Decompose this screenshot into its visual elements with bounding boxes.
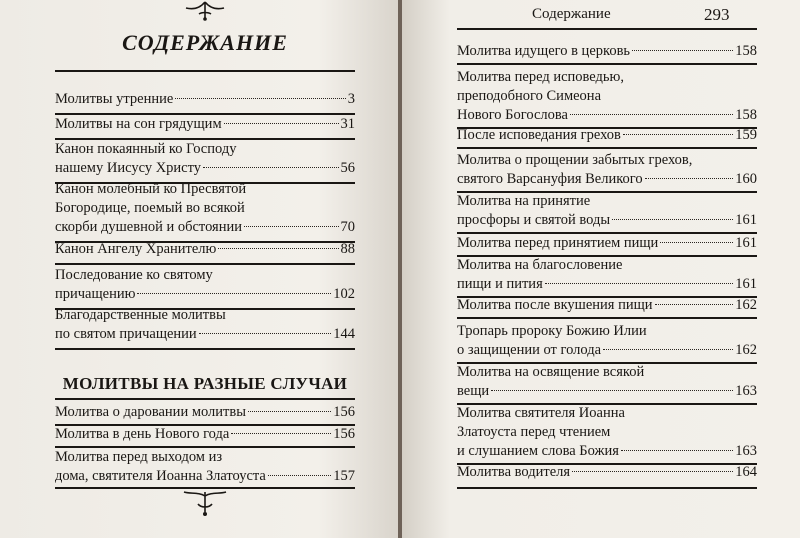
toc-entry bbox=[55, 180, 355, 237]
entry-page-number: 144 bbox=[333, 326, 355, 342]
dot-leader bbox=[621, 450, 733, 451]
entry-title-line: Молитва перед исповедью, bbox=[457, 69, 624, 85]
entry-page-number: 162 bbox=[735, 297, 757, 313]
entry-title-line: вещи bbox=[457, 383, 490, 399]
entry-title-line: просфоры и святой воды bbox=[457, 212, 611, 228]
entry-title-line: Молитва святителя Иоанна bbox=[457, 405, 625, 421]
entry-page-number: 161 bbox=[735, 276, 757, 292]
entry-title-line: После исповедания грехов bbox=[457, 127, 621, 143]
dot-leader bbox=[203, 167, 338, 168]
entry-title-line: пищи и пития bbox=[457, 276, 543, 292]
dot-leader bbox=[231, 433, 331, 434]
entry-page-number: 156 bbox=[333, 426, 355, 442]
entry-title-line: дома, святителя Иоанна Златоуста bbox=[55, 468, 266, 484]
entry-title-line: преподобного Симеона bbox=[457, 88, 602, 104]
entry-title-line: и слушанием слова Божия bbox=[457, 443, 619, 459]
entry-page-number: 161 bbox=[735, 235, 757, 251]
dot-leader bbox=[248, 411, 331, 412]
entry-title-line: Молитва на принятие bbox=[457, 193, 591, 209]
entry-title-line: Молитва в день Нового года bbox=[55, 426, 230, 442]
toc-entry bbox=[457, 363, 757, 401]
entry-page-number: 31 bbox=[340, 116, 355, 132]
dot-leader bbox=[491, 390, 733, 391]
running-title: Содержание bbox=[532, 6, 611, 22]
right-toc bbox=[402, 0, 800, 538]
entry-title-line: причащению bbox=[55, 286, 136, 302]
entry-title-line: Канон Ангелу Хранителю bbox=[55, 241, 217, 257]
entry-page-number: 164 bbox=[735, 464, 757, 480]
entry-separator bbox=[457, 147, 757, 149]
entry-title-line: Молитва о прощении забытых грехов, bbox=[457, 152, 693, 168]
entry-page-number: 102 bbox=[333, 286, 355, 302]
entry-title-line: Молитва водителя bbox=[457, 464, 571, 480]
entry-page-number: 56 bbox=[340, 160, 355, 176]
toc-entry bbox=[55, 425, 355, 444]
dot-leader bbox=[603, 349, 733, 350]
entry-page-number: 88 bbox=[340, 241, 355, 257]
entry-page-number: 3 bbox=[347, 91, 355, 107]
dot-leader bbox=[660, 242, 733, 243]
toc-entry bbox=[55, 448, 355, 486]
entry-title-line: Молитва перед выходом из bbox=[55, 449, 223, 465]
toc-entry bbox=[457, 234, 757, 253]
entry-page-number: 163 bbox=[735, 443, 757, 459]
toc-entry bbox=[457, 126, 757, 145]
entry-title-line: Последование ко святому bbox=[55, 267, 213, 283]
toc-entry bbox=[457, 296, 757, 315]
dot-leader bbox=[570, 114, 733, 115]
entry-page-number: 161 bbox=[735, 212, 757, 228]
dot-leader bbox=[645, 178, 734, 179]
entry-title-line: Благодарственные молитвы bbox=[55, 307, 226, 323]
entry-title-line: Тропарь пророку Божию Илии bbox=[457, 323, 647, 339]
entry-page-number: 158 bbox=[735, 107, 757, 123]
entry-page-number: 160 bbox=[735, 171, 757, 187]
entry-title-line: Молитва перед принятием пищи bbox=[457, 235, 659, 251]
toc-entry bbox=[457, 151, 757, 189]
dot-leader bbox=[632, 50, 733, 51]
entry-title-line: Нового Богослова bbox=[457, 107, 568, 123]
entry-title-line: Молитва на благословение bbox=[457, 257, 623, 273]
page-number: 293 bbox=[704, 5, 730, 24]
entry-separator bbox=[457, 63, 757, 65]
entry-title-line: Молитва идущего в церковь bbox=[457, 43, 631, 59]
entry-page-number: 70 bbox=[340, 219, 355, 235]
toc-entry bbox=[55, 115, 355, 134]
toc-entry bbox=[457, 68, 757, 125]
entry-title-line: Молитвы утренние bbox=[55, 91, 174, 107]
dot-leader bbox=[612, 219, 733, 220]
toc-heading: СОДЕРЖАНИЕ bbox=[122, 30, 288, 55]
entry-title-line: Молитва после вкушения пищи bbox=[457, 297, 653, 313]
toc-entry bbox=[55, 403, 355, 422]
entry-title-line: по святом причащении bbox=[55, 326, 197, 342]
entry-title-line: Молитва на освящение всякой bbox=[457, 364, 645, 380]
toc-entry bbox=[55, 240, 355, 259]
dot-leader bbox=[545, 283, 734, 284]
entry-separator bbox=[55, 263, 355, 265]
entry-title-line: о защищении от голода bbox=[457, 342, 602, 358]
dot-leader bbox=[572, 471, 733, 472]
dot-leader bbox=[224, 123, 339, 124]
entry-page-number: 158 bbox=[735, 43, 757, 59]
entry-page-number: 163 bbox=[735, 383, 757, 399]
toc-entry bbox=[457, 322, 757, 360]
entry-title-line: святого Варсануфия Великого bbox=[457, 171, 643, 187]
entry-title-line: Богородице, поемый во всякой bbox=[55, 200, 245, 216]
entry-separator bbox=[457, 317, 757, 319]
entry-title-line: Молитвы на сон грядущим bbox=[55, 116, 222, 132]
dot-leader bbox=[199, 333, 332, 334]
dot-leader bbox=[623, 134, 733, 135]
entry-title-line: Молитва о даровании молитвы bbox=[55, 404, 246, 420]
entry-title-line: Златоуста перед чтением bbox=[457, 424, 611, 440]
dot-leader bbox=[268, 475, 331, 476]
entry-title-line: Канон молебный ко Пресвятой bbox=[55, 181, 247, 197]
entry-page-number: 162 bbox=[735, 342, 757, 358]
section-title: МОЛИТВЫ НА РАЗНЫЕ СЛУЧАИ bbox=[62, 374, 348, 393]
entry-page-number: 159 bbox=[735, 127, 757, 143]
entry-separator bbox=[55, 398, 355, 400]
entry-page-number: 156 bbox=[333, 404, 355, 420]
dot-leader bbox=[244, 226, 339, 227]
dot-leader bbox=[175, 98, 345, 99]
toc-entry bbox=[55, 90, 355, 109]
left-page bbox=[0, 0, 398, 538]
right-page bbox=[402, 0, 800, 538]
entry-title-line: нашему Иисусу Христу bbox=[55, 160, 202, 176]
entry-separator bbox=[55, 348, 355, 350]
left-toc bbox=[0, 0, 398, 538]
toc-entry bbox=[457, 192, 757, 230]
dot-leader bbox=[655, 304, 734, 305]
toc-entry bbox=[55, 266, 355, 304]
dot-leader bbox=[137, 293, 331, 294]
toc-entry bbox=[457, 404, 757, 461]
toc-entry bbox=[457, 256, 757, 294]
bottom-rule bbox=[55, 487, 355, 489]
toc-entry bbox=[457, 463, 757, 482]
bottom-rule bbox=[457, 487, 757, 489]
entry-title-line: скорби душевной и обстоянии bbox=[55, 219, 242, 235]
toc-entry bbox=[55, 140, 355, 178]
dot-leader bbox=[218, 248, 338, 249]
toc-entry bbox=[55, 306, 355, 344]
entry-title-line: Канон покаянный ко Господу bbox=[55, 141, 237, 157]
toc-entry bbox=[457, 42, 757, 61]
bottom-ornament bbox=[178, 490, 232, 518]
entry-page-number: 157 bbox=[333, 468, 355, 484]
